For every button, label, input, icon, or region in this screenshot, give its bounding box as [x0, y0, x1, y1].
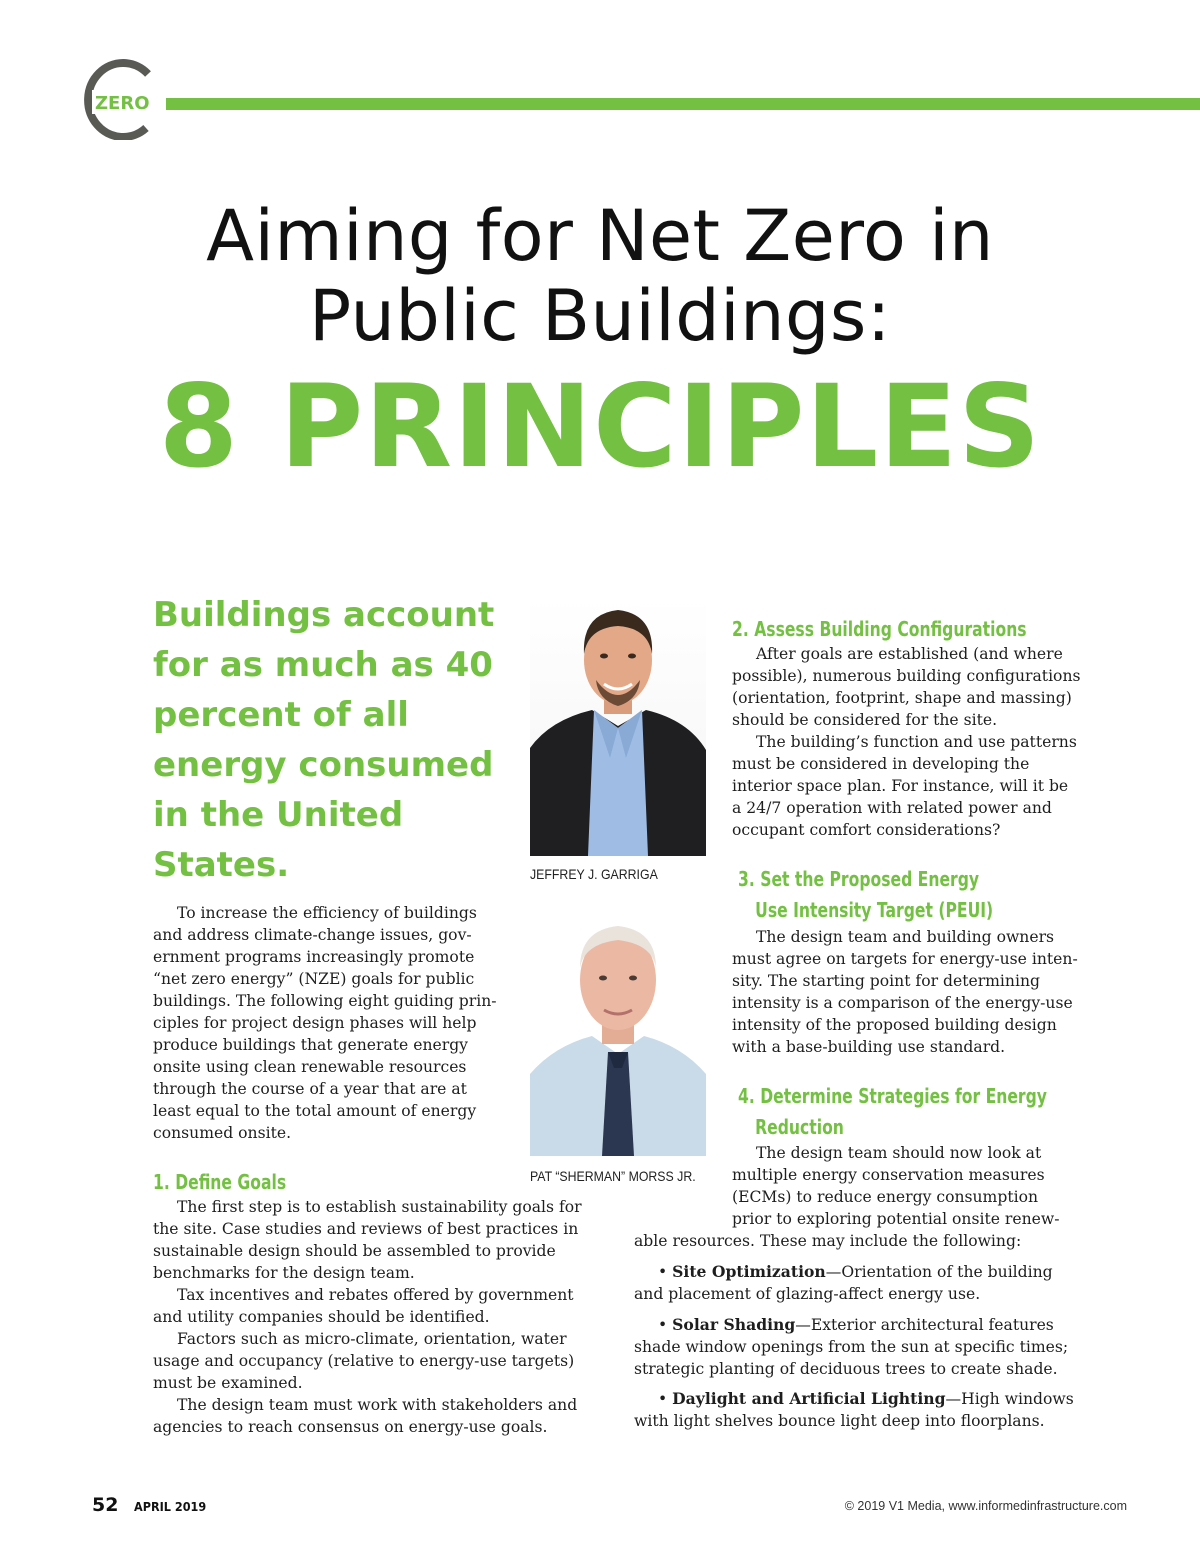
section-3-body [732, 926, 1082, 1058]
section-2-heading: 2. Assess Building Configurations [732, 617, 1027, 641]
bullet-site-optimization: • Site Optimization—Orientation of the building and placement of glazing-affect energy use. [634, 1262, 1053, 1303]
section-3-heading-line-1: 3. Set the Proposed Energy [738, 867, 980, 891]
section-1-paragraph: Tax incentives and rebates offered by government and utility companies should be identified. [153, 1286, 574, 1326]
section-3-heading [738, 864, 993, 926]
bullet-solar-shading: • Solar Shading—Exterior architectural features shade window openings from the sun at specific times; strategic planting of deciduous trees to create shade. [634, 1315, 1069, 1378]
section-3-paragraph: The design team and building owners must agree on targets for energy-use intensity. The starting point for determining intensity is a comparison of the energy-use intensity of the proposed building design with a base-building use standard. [732, 928, 1078, 1056]
issue-date: APRIL 2019 [134, 1499, 207, 1514]
bullet-daylight-lighting: • Daylight and Artificial Lighting—High windows with light shelves bounce light deep into floorplans. [634, 1389, 1074, 1430]
section-2-body [732, 643, 1082, 841]
bullet-term: Daylight and Artificial Lighting [672, 1389, 946, 1408]
bullet-term: Solar Shading [672, 1315, 796, 1334]
title-line-1: Aiming for Net Zero in [206, 195, 994, 277]
bullet-term: Site Optimization [672, 1262, 826, 1281]
section-1-paragraph: The design team must work with stakeholders and agencies to reach consensus on energy-use goals. [153, 1396, 578, 1436]
author-photo-morss [530, 906, 706, 1156]
section-1-body [153, 1196, 601, 1438]
header-rule [166, 98, 1200, 110]
bullet-text: —Exterior architectural features shade window openings from the sun at specific times; strategic planting of deciduous trees to create shade. [634, 1316, 1069, 1378]
section-2-paragraph: The building’s function and use patterns must be considered in developing the interior space plan. For instance, will it be a 24/7 operation with related power and occupant comfort considerations? [732, 733, 1077, 839]
bullet-text: —High windows with light shelves bounce light deep into floorplans. [634, 1390, 1074, 1430]
title-principles: 8 PRINCIPLES [158, 360, 1042, 493]
author-photo-garriga [530, 598, 706, 856]
bullet-text: —Orientation of the building and placement of glazing-affect energy use. [634, 1263, 1053, 1303]
section-4-paragraph-continued: able resources. These may include the following: [634, 1232, 1022, 1250]
photo-caption-morss: PAT “SHERMAN” MORSS JR. [530, 1168, 696, 1184]
logo-text: ZERO [95, 93, 150, 114]
section-4-body-top [732, 1142, 1062, 1230]
section-1-paragraph: Factors such as micro-climate, orientation, water usage and occupancy (relative to energy-use targets) must be examined. [153, 1330, 575, 1392]
copyright-notice: © 2019 V1 Media, www.informedinfrastructure.com [844, 1499, 1127, 1513]
section-4-body-continued [634, 1230, 1074, 1252]
pull-quote: Buildings account for as much as 40 percent of all energy consumed in the United States. [153, 595, 495, 885]
intro-text: To increase the efficiency of buildings and address climate-change issues, government programs increasingly promote “net zero energy” (NZE) goals for public buildings. The following eight guiding principles for project design phases will help produce buildings that generate energy onsite using clean renewable resources through the course of a year that are at least equal to the total amount of energy consumed onsite. [153, 904, 497, 1142]
section-4-paragraph: The design team should now look at multiple energy conservation measures (ECMs) to reduce energy consumption prior to exploring potential onsite renew- [732, 1144, 1060, 1228]
zero-logo [78, 58, 156, 140]
intro-paragraph [153, 902, 505, 1144]
section-2-paragraph: After goals are established (and where possible), numerous building configurations (orientation, footprint, shape and massing) should be considered for the site. [732, 645, 1081, 729]
section-4-heading-line-2: Reduction [755, 1115, 844, 1139]
section-3-heading-line-2: Use Intensity Target (PEUI) [755, 898, 994, 922]
page-number: 52 [92, 1494, 119, 1516]
section-1-paragraph: The first step is to establish sustainability goals for the site. Case studies and reviews of best practices in sustainable design should be assembled to provide benchmarks for the design team. [153, 1198, 582, 1282]
section-4-heading-line-1: 4. Determine Strategies for Energy [738, 1084, 1047, 1108]
section-1-heading: 1. Define Goals [153, 1170, 287, 1194]
section-4-heading [738, 1081, 1047, 1143]
title-line-2: Public Buildings: [309, 275, 891, 357]
photo-caption-garriga: JEFFREY J. GARRIGA [530, 866, 658, 882]
